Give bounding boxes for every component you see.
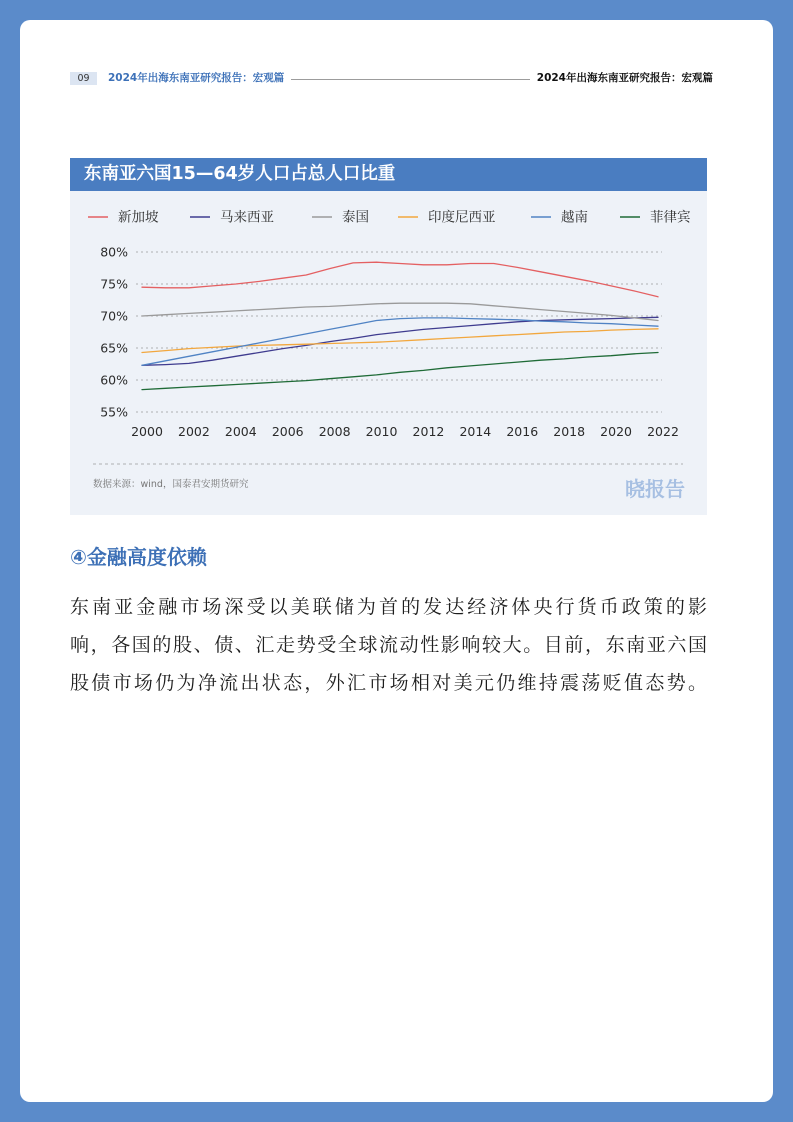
chart-series: [142, 262, 658, 389]
series-line: [142, 353, 658, 390]
chart-title: 东南亚六国15—64岁人口占总人口比重: [70, 158, 707, 191]
report-title-right: 2024年出海东南亚研究报告：宏观篇: [536, 72, 713, 84]
legend-label: 新加坡: [118, 209, 159, 226]
legend-item: [312, 210, 369, 226]
section-heading: ④金融高度依赖: [70, 545, 207, 569]
x-tick-label: 2016: [506, 424, 539, 439]
x-tick-label: 2012: [412, 424, 445, 439]
x-tick-label: 2006: [271, 424, 304, 439]
y-tick-label: 80%: [100, 244, 128, 260]
series-line: [142, 262, 658, 297]
x-tick-label: 2004: [224, 424, 257, 439]
y-tick-label: 70%: [100, 308, 128, 324]
body-paragraph: [70, 588, 707, 702]
x-tick-label: 2008: [318, 424, 351, 439]
legend-label: 印度尼西亚: [428, 209, 496, 226]
legend-label: 菲律宾: [650, 209, 691, 226]
page-number: 09: [70, 72, 97, 85]
report-title-left: 2024年出海东南亚研究报告：宏观篇: [108, 72, 285, 84]
header-rule: [291, 79, 530, 80]
legend-label: 越南: [561, 209, 588, 226]
series-line: [142, 303, 658, 320]
legend-label: 马来西亚: [220, 209, 274, 226]
x-tick-label: 2022: [647, 424, 679, 439]
legend-item: [620, 209, 691, 226]
legend-item: [398, 209, 496, 226]
line-chart: [70, 191, 707, 515]
x-tick-label: 2002: [178, 424, 210, 439]
y-axis: [100, 245, 128, 420]
chart-source: 数据来源：wind，国泰君安期货研究: [93, 479, 249, 490]
legend-item: [190, 209, 274, 226]
x-tick-label: 2018: [553, 424, 586, 439]
x-tick-label: 2014: [459, 424, 492, 439]
paragraph-line: 股债市场仍为净流出状态，外汇市场相对美元仍维持震荡贬值态势。: [70, 672, 707, 694]
x-tick-label: 2020: [600, 424, 632, 439]
chart-legend: [88, 209, 691, 226]
x-tick-label: 2000: [131, 424, 163, 439]
paragraph-line: 东南亚金融市场深受以美联储为首的发达经济体央行货币政策的影: [70, 596, 707, 618]
y-tick-label: 60%: [100, 372, 128, 388]
report-page: [20, 20, 773, 1102]
y-tick-label: 55%: [100, 404, 128, 420]
legend-label: 泰国: [342, 209, 369, 226]
legend-item: [531, 209, 588, 226]
watermark-logo: 晓报告: [625, 477, 685, 501]
legend-item: [88, 210, 159, 226]
x-axis: [131, 424, 679, 439]
x-tick-label: 2010: [365, 424, 398, 439]
chart-panel: [70, 158, 707, 515]
paragraph-line: 响，各国的股、债、汇走势受全球流动性影响较大。目前，东南亚六国: [70, 634, 707, 656]
y-tick-label: 75%: [100, 276, 128, 292]
y-tick-label: 65%: [100, 340, 128, 356]
